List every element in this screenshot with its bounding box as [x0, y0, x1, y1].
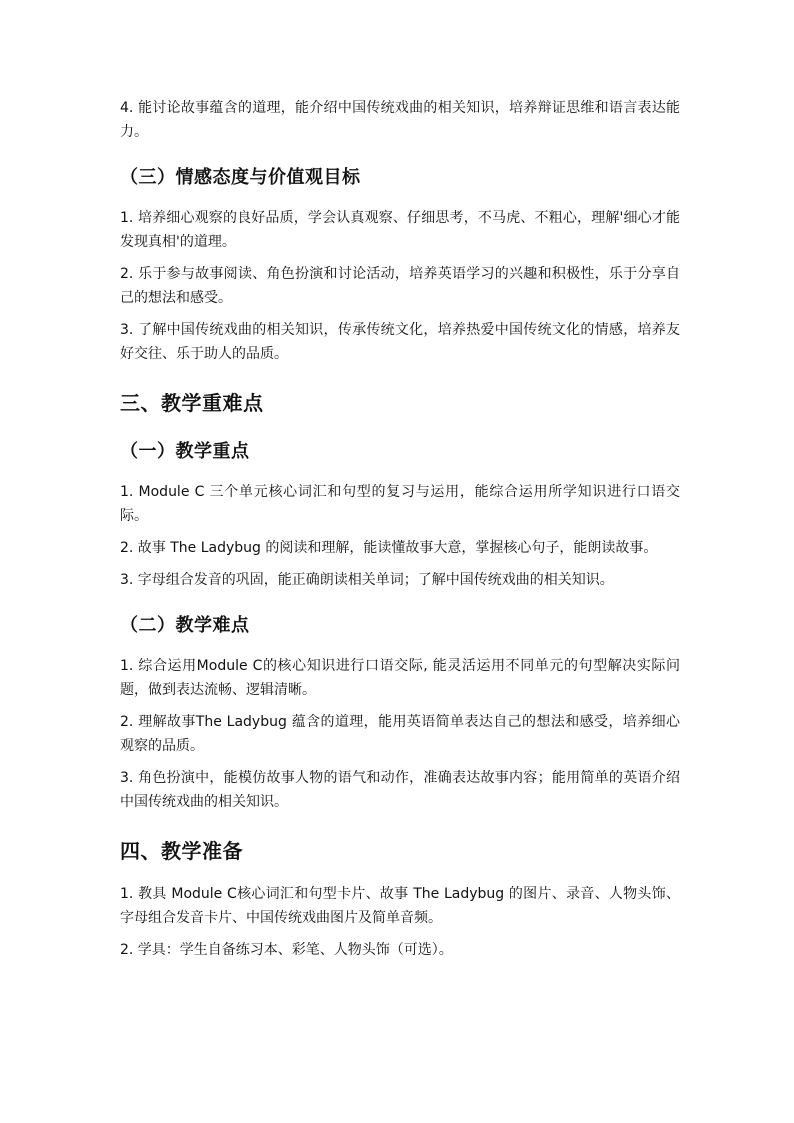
paragraph-difficult-point-1: 1. 综合运用Module C的核心知识进行口语交际, 能灵活运用不同单元的句型解决实际问题，做到表达流畅、逻辑清晰。: [120, 658, 680, 698]
paragraph-key-point-3: 3. 字母组合发音的巩固，能正确朗读相关单词；了解中国传统戏曲的相关知识。: [120, 572, 614, 588]
paragraph-emotion-goal-1: 1. 培养细心观察的良好品质，学会认真观察、仔细思考，不马虎、不粗心，理解'细心才能发现真相'的道理。: [120, 210, 680, 250]
paragraph-key-point-1: 1. Module C 三个单元核心词汇和句型的复习与运用，能综合运用所学知识进行口语交际。: [120, 484, 680, 524]
paragraph-preparation-1: 1. 教具 Module C核心词汇和句型卡片、故事 The Ladybug 的图片、录音、人物头饰、字母组合发音卡片、中国传统戏曲图片及简单音频。: [120, 886, 680, 926]
paragraph-difficult-point-2: 2. 理解故事The Ladybug 蕴含的道理，能用英语简单表达自己的想法和感受，培养细心观察的品质。: [120, 714, 680, 754]
document-body: [120, 96, 680, 970]
paragraph-difficult-point-3: 3. 角色扮演中，能模仿故事人物的语气和动作，准确表达故事内容；能用简单的英语介绍中国传统戏曲的相关知识。: [120, 770, 680, 810]
paragraph-emotion-goal-3: 3. 了解中国传统戏曲的相关知识，传承传统文化，培养热爱中国传统文化的情感，培养友好交往、乐于助人的品质。: [120, 322, 680, 362]
paragraph-emotion-goal-2: 2. 乐于参与故事阅读、角色扮演和讨论活动，培养英语学习的兴趣和积极性，乐于分享自己的想法和感受。: [120, 266, 680, 306]
paragraph-key-point-2: 2. 故事 The Ladybug 的阅读和理解，能读懂故事大意，掌握核心句子，能朗读故事。: [120, 540, 658, 556]
heading-difficult-points: （二）教学难点: [120, 615, 250, 636]
heading-section-teaching-preparation: 四、教学准备: [120, 839, 243, 863]
heading-key-points: （一）教学重点: [120, 441, 250, 462]
heading-emotion-goals: （三）情感态度与价值观目标: [120, 167, 361, 188]
paragraph-ability-goal-4: 4. 能讨论故事蕴含的道理，能介绍中国传统戏曲的相关知识，培养辩证思维和语言表达能力。: [120, 100, 680, 140]
paragraph-preparation-2: 2. 学具：学生自备练习本、彩笔、人物头饰（可选）。: [120, 942, 453, 958]
heading-section-key-difficult-points: 三、教学重难点: [120, 391, 264, 415]
